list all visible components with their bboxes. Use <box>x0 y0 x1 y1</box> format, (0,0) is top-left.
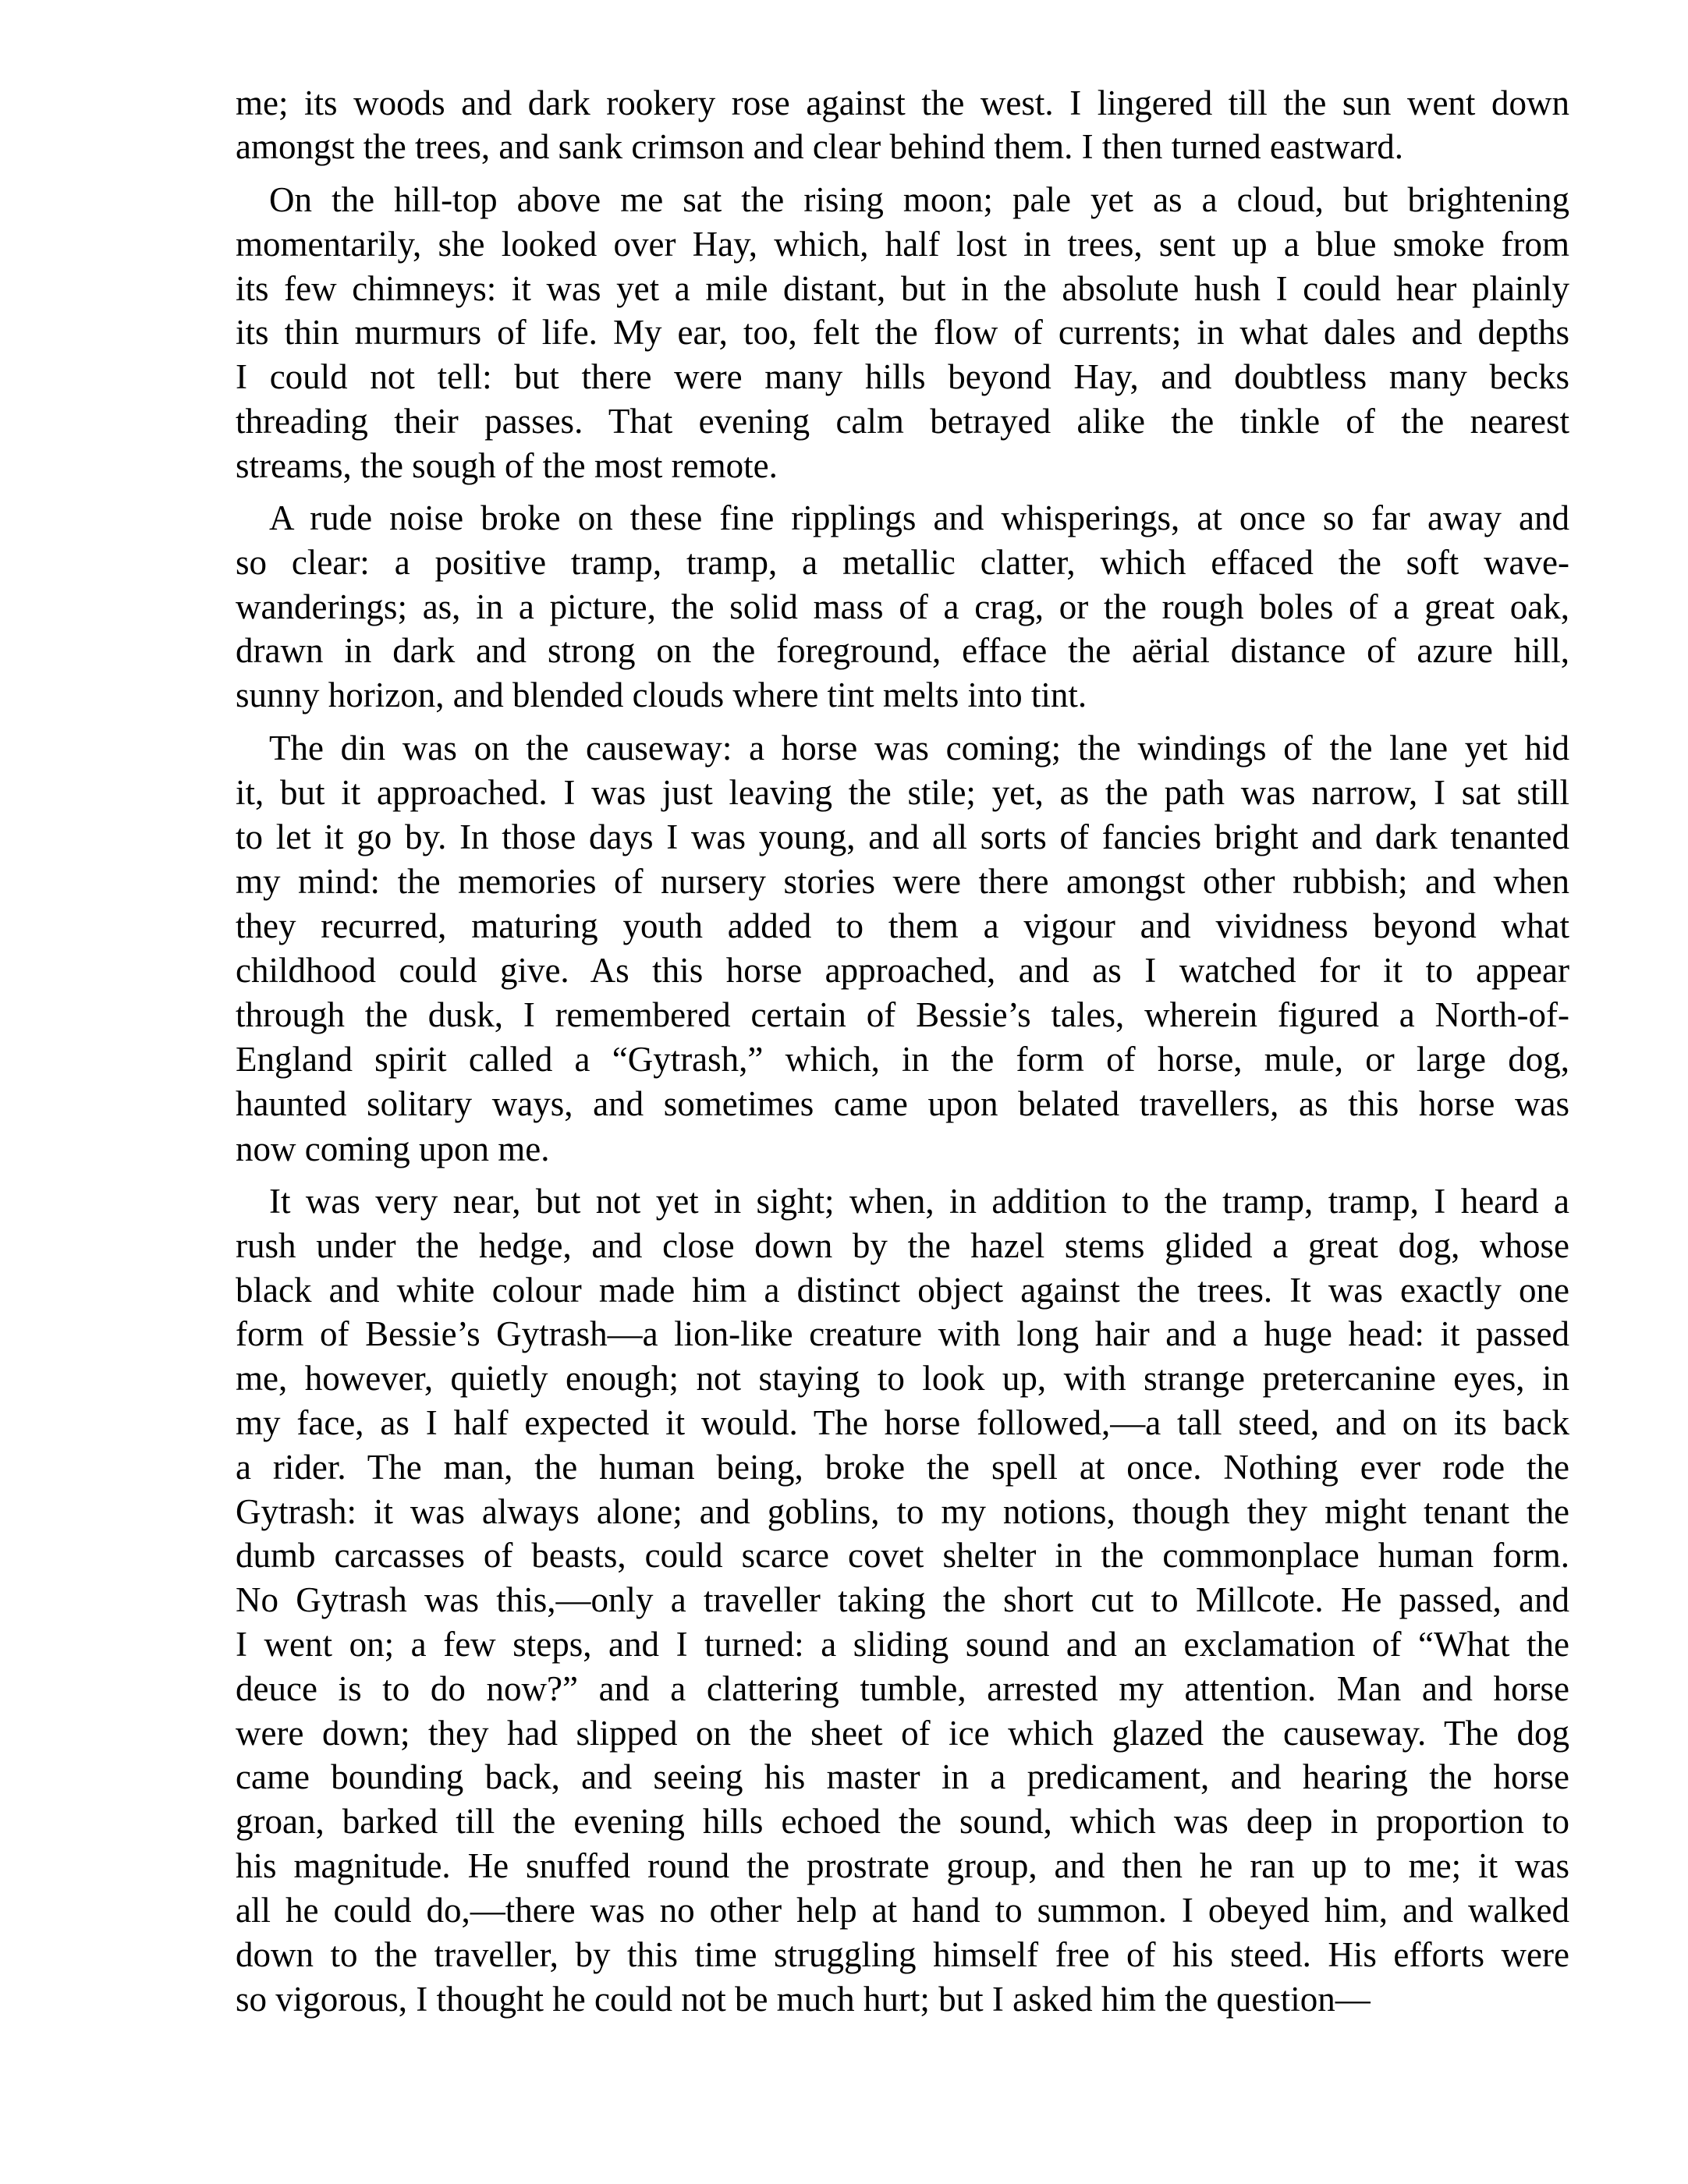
text-line <box>236 125 1569 169</box>
line-text: were down; they had slipped on the sheet of ice which glazed the causeway. The dog <box>236 1714 1569 1753</box>
text-line <box>236 993 1569 1037</box>
line-text: a rider. The man, the human being, broke the spell at once. Nothing ever rode the <box>236 1448 1569 1487</box>
text-line <box>236 1082 1569 1126</box>
text-line <box>236 1977 1569 2022</box>
text-line <box>236 399 1569 444</box>
line-text: his magnitude. He snuffed round the prostrate group, and then he ran up to me; it was <box>236 1846 1569 1885</box>
text-line <box>236 629 1569 673</box>
text-line <box>236 81 1569 126</box>
line-text: amongst the trees, and sank crimson and clear behind them. I then turned eastward. <box>236 127 1404 166</box>
line-text: momentarily, she looked over Hay, which, half lost in trees, sent up a blue smoke from <box>236 225 1569 264</box>
line-text: so vigorous, I thought he could not be much hurt; but I asked him the question— <box>236 1980 1371 2019</box>
text-line <box>236 771 1569 815</box>
line-text: The din was on the causeway: a horse was coming; the windings of the lane yet hid <box>269 729 1569 768</box>
line-text: haunted solitary ways, and sometimes came upon belated travellers, as this horse was <box>236 1084 1569 1123</box>
text-line <box>236 541 1569 585</box>
line-text: to let it go by. In those days I was young, and all sorts of fancies bright and dark tenanted <box>236 817 1569 856</box>
text-line <box>236 1799 1569 1844</box>
text-line <box>236 355 1569 399</box>
line-text: sunny horizon, and blended clouds where tint melts into tint. <box>236 675 1087 714</box>
text-line <box>236 1622 1569 1667</box>
text-line <box>236 1578 1569 1622</box>
text-line <box>236 1844 1569 1888</box>
line-text: Gytrash: it was always alone; and goblins, to my notions, though they might tenant the <box>236 1492 1569 1531</box>
line-text: groan, barked till the evening hills echoed the sound, which was deep in proportion to <box>236 1802 1569 1841</box>
text-line <box>236 267 1569 311</box>
text-line <box>236 1445 1569 1490</box>
line-text: through the dusk, I remembered certain of Bessie’s tales, wherein figured a North-of- <box>236 995 1569 1034</box>
text-line <box>236 1037 1569 1082</box>
line-text: threading their passes. That evening calm betrayed alike the tinkle of the nearest <box>236 402 1569 441</box>
text-line <box>269 496 1569 541</box>
text-line <box>236 222 1569 267</box>
line-text: It was very near, but not yet in sight; when, in addition to the tramp, tramp, I heard a <box>269 1182 1569 1221</box>
line-text: England spirit called a “Gytrash,” which, in the form of horse, mule, or large dog, <box>236 1040 1569 1079</box>
text-line <box>236 1490 1569 1534</box>
line-text: its thin murmurs of life. My ear, too, felt the flow of currents; in what dales and depths <box>236 313 1569 352</box>
line-text: me, however, quietly enough; not staying to look up, with strange pretercanine eyes, in <box>236 1359 1569 1398</box>
line-text: they recurred, maturing youth added to them a vigour and vividness beyond what <box>236 906 1569 945</box>
text-line <box>236 815 1569 860</box>
text-line <box>236 1401 1569 1445</box>
line-text: I went on; a few steps, and I turned: a sliding sound and an exclamation of “What the <box>236 1625 1569 1664</box>
line-text: childhood could give. As this horse approached, and as I watched for it to appear <box>236 951 1569 990</box>
text-line <box>236 904 1569 948</box>
line-text: my mind: the memories of nursery stories were there amongst other rubbish; and when <box>236 862 1569 901</box>
text-line <box>236 1888 1569 1933</box>
text-line <box>236 1533 1569 1578</box>
line-text: form of Bessie’s Gytrash—a lion-like creature with long hair and a huge head: it passed <box>236 1314 1569 1353</box>
line-text: No Gytrash was this,—only a traveller taking the short cut to Millcote. He passed, and <box>236 1580 1569 1619</box>
line-text: streams, the sough of the most remote. <box>236 446 778 485</box>
line-text: deuce is to do now?” and a clattering tumble, arrested my attention. Man and horse <box>236 1669 1569 1708</box>
line-text: On the hill-top above me sat the rising moon; pale yet as a cloud, but brightening <box>269 180 1569 219</box>
line-text: dumb carcasses of beasts, could scarce covet shelter in the commonplace human form. <box>236 1536 1569 1575</box>
text-line <box>236 860 1569 904</box>
text-line <box>236 444 1569 488</box>
text-line <box>236 1127 1569 1172</box>
line-text: drawn in dark and strong on the foreground, efface the aërial distance of azure hill, <box>236 631 1569 670</box>
line-text: down to the traveller, by this time struggling himself free of his steed. His efforts were <box>236 1935 1569 1974</box>
text-line <box>269 726 1569 771</box>
text-line <box>269 1179 1569 1224</box>
line-text: rush under the hedge, and close down by the hazel stems glided a great dog, whose <box>236 1226 1569 1265</box>
text-line <box>236 673 1569 718</box>
line-text: all he could do,—there was no other help at hand to summon. I obeyed him, and walked <box>236 1891 1569 1930</box>
text-line <box>236 585 1569 629</box>
line-text: I could not tell: but there were many hills beyond Hay, and doubtless many becks <box>236 357 1569 396</box>
line-text: my face, as I half expected it would. The horse followed,—a tall steed, and on its back <box>236 1403 1569 1442</box>
text-line <box>236 948 1569 993</box>
line-text: now coming upon me. <box>236 1129 550 1168</box>
line-text: so clear: a positive tramp, tramp, a metallic clatter, which effaced the soft wave- <box>236 543 1569 582</box>
text-line <box>236 1933 1569 1977</box>
text-line <box>236 1268 1569 1313</box>
line-text: black and white colour made him a distinct object against the trees. It was exactly one <box>236 1271 1569 1310</box>
line-text: me; its woods and dark rookery rose against the west. I lingered till the sun went down <box>236 83 1569 122</box>
text-line <box>236 1312 1569 1356</box>
line-text: it, but it approached. I was just leaving the stile; yet, as the path was narrow, I sat still <box>236 773 1569 812</box>
text-line <box>269 178 1569 222</box>
text-line <box>236 310 1569 355</box>
text-line <box>236 1755 1569 1799</box>
text-line <box>236 1711 1569 1756</box>
text-line <box>236 1667 1569 1711</box>
text-line <box>236 1224 1569 1268</box>
line-text: its few chimneys: it was yet a mile distant, but in the absolute hush I could hear plainly <box>236 269 1569 308</box>
line-text: came bounding back, and seeing his master in a predicament, and hearing the horse <box>236 1757 1569 1796</box>
text-line <box>236 1356 1569 1401</box>
line-text: wanderings; as, in a picture, the solid mass of a crag, or the rough boles of a great oak, <box>236 587 1569 626</box>
line-text: A rude noise broke on these fine ripplings and whisperings, at once so far away and <box>269 498 1569 537</box>
